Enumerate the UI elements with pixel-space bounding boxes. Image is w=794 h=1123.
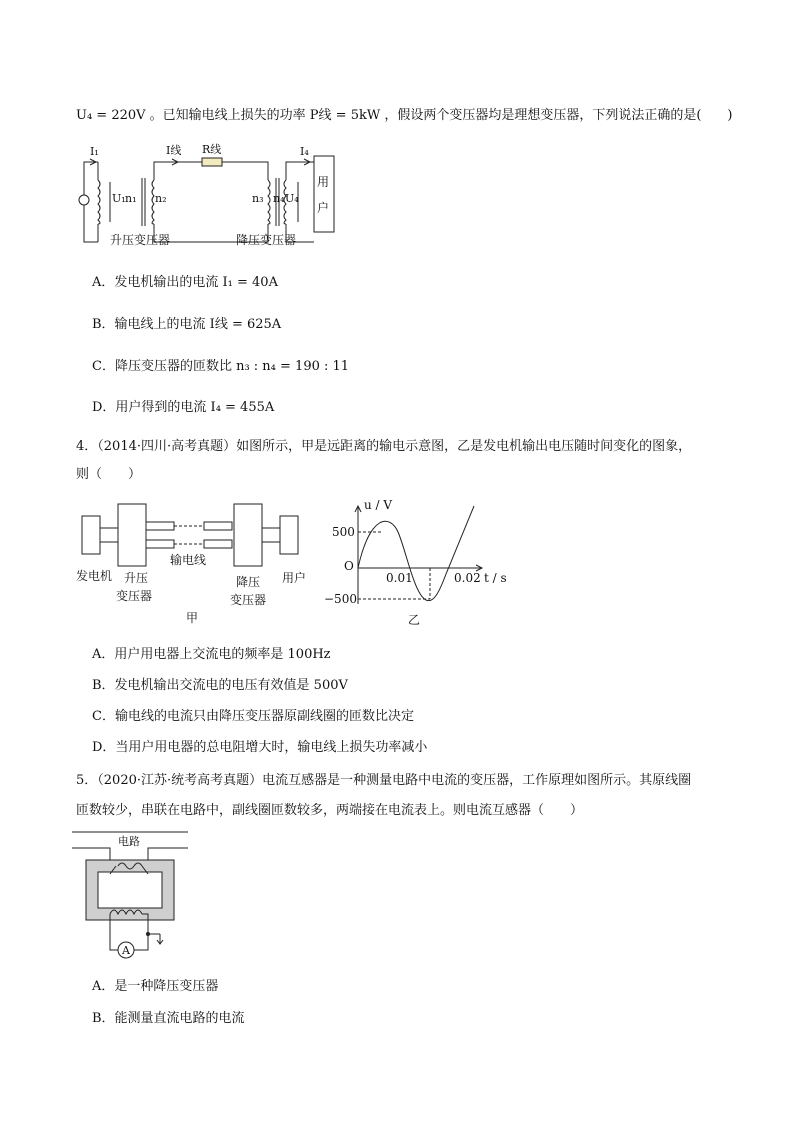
label-n2: n₂ bbox=[155, 192, 167, 205]
label-n4: n₄ bbox=[273, 192, 285, 205]
label-Rxian: R线 bbox=[202, 143, 222, 156]
label-origin: O bbox=[344, 559, 354, 573]
label-I1: I₁ bbox=[90, 145, 99, 158]
label-stepdown-2: 变压器 bbox=[230, 593, 267, 607]
q3-option-c: C．降压变压器的匝数比 n₃ : n₄ = 190 : 11 bbox=[92, 359, 350, 374]
label-Ixian: I线 bbox=[166, 144, 182, 157]
label-circuit: 电路 bbox=[118, 835, 140, 848]
q5-figure bbox=[72, 826, 192, 966]
q3-circuit-figure bbox=[76, 140, 346, 252]
label-step-down: 降压变压器 bbox=[236, 233, 297, 247]
q4-stem-line1: 4．（2014·四川·高考真题）如图所示，甲是远距离的输电示意图，乙是发电机输出电压随时间变化的图象， bbox=[76, 439, 692, 454]
label-I4: I₄ bbox=[300, 145, 309, 158]
label-x001: 0.01 bbox=[386, 571, 413, 585]
ammeter-label: A bbox=[122, 944, 130, 957]
sine-curve bbox=[358, 506, 474, 601]
q4-figure-yi bbox=[322, 494, 512, 626]
label-U4: U₄ bbox=[285, 192, 299, 205]
label-U1: U₁ bbox=[112, 192, 126, 205]
q5-stem-line2: 匝数较少，串联在电路中，副线圈匝数较多，两端接在电流表上。则电流互感器（ ） bbox=[76, 803, 584, 818]
q5-stem-line1: 5．（2020·江苏·统考高考真题）电流互感器是一种测量电路中电流的变压器，工作原理如图所示。其原线圈 bbox=[76, 773, 692, 788]
label-n1: n₁ bbox=[125, 192, 137, 205]
caption-jia: 甲 bbox=[186, 611, 199, 625]
q3-option-b: B．输电线上的电流 I线 = 625A bbox=[92, 317, 282, 332]
q3-option-d: D．用户得到的电流 I₄ = 455A bbox=[92, 400, 275, 415]
q3-stem: U₄ = 220V 。已知输电线上损失的功率 P线 = 5kW ，假设两个变压器均是理想变压器，下列说法正确的是( ) bbox=[76, 108, 733, 123]
label-n3: n₃ bbox=[252, 192, 264, 205]
label-stepup-1: 升压 bbox=[124, 571, 149, 585]
label-wire: 输电线 bbox=[170, 553, 207, 567]
q5-option-b: B．能测量直流电路的电流 bbox=[92, 1011, 245, 1026]
label-ym500: −500 bbox=[324, 592, 357, 606]
label-stepup-2: 变压器 bbox=[116, 589, 153, 603]
label-ylabel: u / V bbox=[364, 498, 393, 512]
q4-option-a: A．用户用电器上交流电的频率是 100Hz bbox=[92, 647, 331, 662]
label-stepdown-1: 降压 bbox=[236, 575, 261, 589]
label-step-up: 升压变压器 bbox=[110, 233, 171, 247]
q4-figure-jia bbox=[76, 494, 316, 626]
label-xlabel: t / s bbox=[484, 571, 507, 585]
q4-stem-line2: 则（ ） bbox=[76, 467, 142, 482]
q4-option-b: B．发电机输出交流电的电压有效值是 500V bbox=[92, 678, 348, 693]
q4-option-d: D．当用户用电器的总电阻增大时，输电线上损失功率减小 bbox=[92, 740, 428, 755]
label-user: 用户 bbox=[282, 571, 307, 585]
label-generator: 发电机 bbox=[76, 569, 113, 583]
label-y500: 500 bbox=[332, 525, 355, 539]
label-yonghu-1: 用 bbox=[317, 175, 330, 189]
q5-option-a: A．是一种降压变压器 bbox=[92, 979, 219, 994]
q3-option-a: A．发电机输出的电流 I₁ = 40A bbox=[92, 275, 278, 290]
label-yonghu-2: 户 bbox=[317, 201, 330, 215]
caption-yi: 乙 bbox=[408, 613, 421, 626]
q4-option-c: C．输电线的电流只由降压变压器原副线圈的匝数比决定 bbox=[92, 709, 414, 724]
label-x002: 0.02 bbox=[454, 571, 481, 585]
